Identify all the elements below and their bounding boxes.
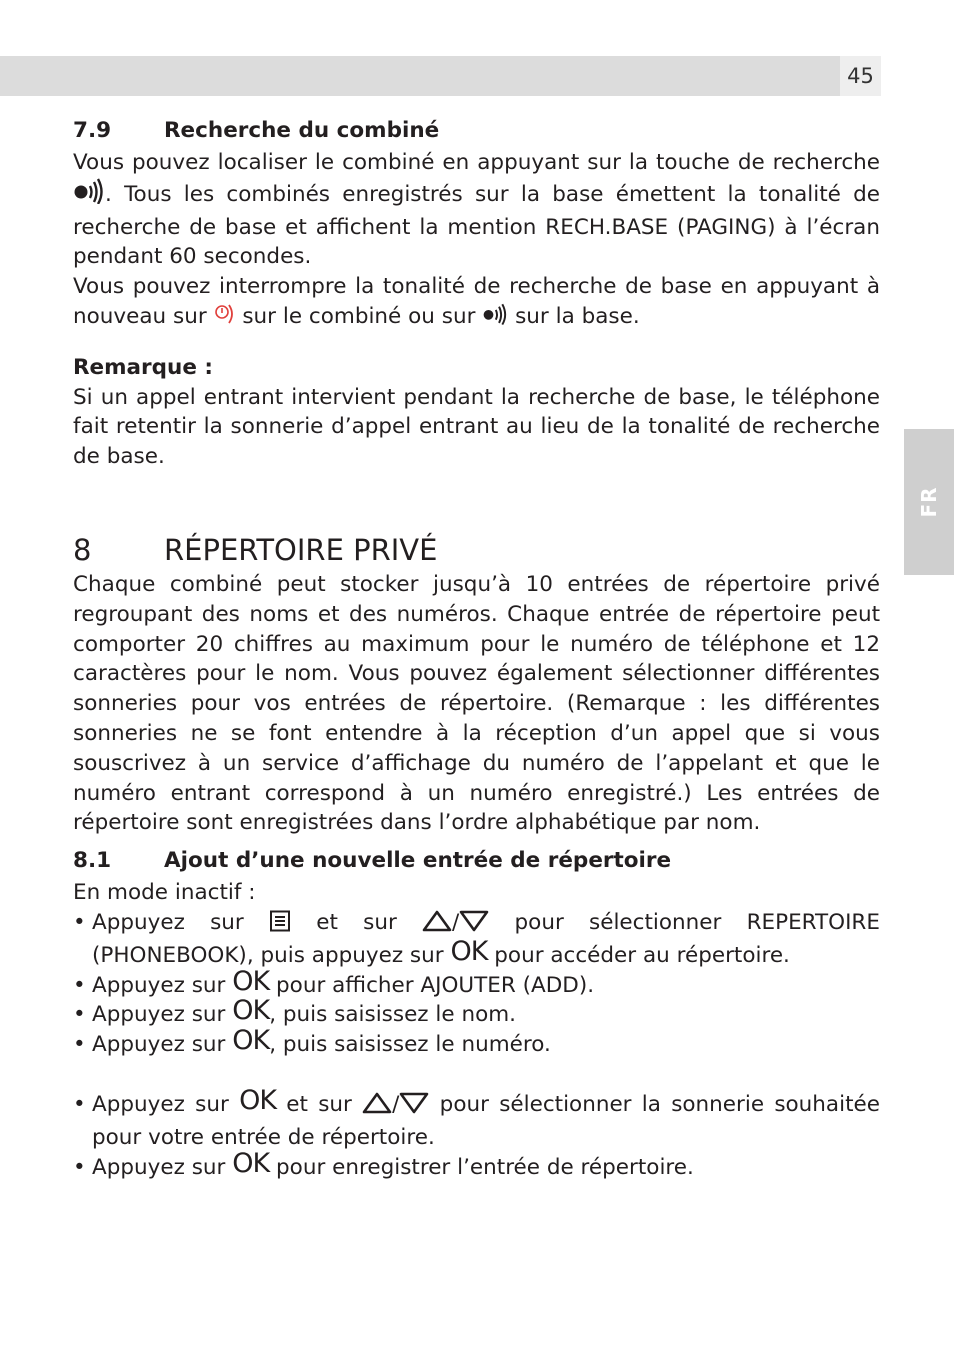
text: . Tous les combinés enregistrés sur la base émettent la tonalité de recherche de base et affichent la mention RECH.BASE (PAGING) à l’écran pendant 60 secondes. — [73, 181, 880, 270]
ok-key: OK — [232, 1025, 270, 1057]
list-item — [73, 908, 880, 971]
bullet: • — [73, 909, 86, 935]
ok-key: OK — [232, 995, 270, 1027]
text: pour afficher AJOUTER (ADD). — [276, 972, 595, 998]
language-tab — [904, 429, 954, 575]
text: Appuyez sur — [92, 1002, 226, 1028]
chapter-number: 8 — [73, 532, 92, 567]
ok-key: OK — [239, 1084, 277, 1116]
paragraph-paging — [73, 148, 880, 272]
text: pour enregistrer l’entrée de répertoire. — [276, 1154, 694, 1180]
text: pour sélectionner REPERTOIRE (PHONEBOOK), puis appuyez sur — [92, 909, 880, 968]
section-number: 7.9 — [73, 118, 112, 143]
text: Appuyez sur — [92, 1154, 226, 1180]
down-arrow-icon — [399, 1092, 429, 1123]
list-item — [73, 965, 880, 1001]
list-item — [73, 1025, 880, 1060]
page-number: 45 — [840, 56, 881, 96]
slash: / — [452, 909, 460, 935]
up-arrow-icon — [362, 1092, 392, 1123]
note-title: Remarque : — [73, 354, 214, 380]
section-heading-7-9 — [73, 114, 880, 148]
bullet: • — [73, 972, 86, 998]
menu-icon — [269, 910, 291, 941]
list-item — [73, 1084, 880, 1153]
language-tab-label: FR — [917, 486, 941, 518]
text: sur la base. — [515, 303, 640, 329]
text: , puis saisissez le nom. — [269, 1002, 517, 1028]
bullet: • — [73, 1154, 86, 1180]
ok-key: OK — [450, 935, 488, 967]
text: et sur — [286, 1091, 352, 1117]
text: sur le combiné ou sur — [242, 303, 476, 329]
list-item — [73, 995, 880, 1030]
ok-key: OK — [232, 1147, 270, 1179]
header-bar — [0, 56, 840, 96]
list-item — [73, 1147, 880, 1183]
text: Appuyez sur — [92, 1091, 229, 1117]
paging-icon — [73, 178, 105, 213]
paragraph-stop-paging — [73, 272, 880, 335]
section-title: Ajout d’une nouvelle entrée de répertoire — [164, 848, 672, 874]
text: pour accéder au répertoire. — [494, 942, 790, 968]
bullet: • — [73, 1002, 86, 1028]
up-arrow-icon — [422, 910, 452, 941]
bullet: • — [73, 1032, 86, 1058]
chapter-title: RÉPERTOIRE PRIVÉ — [164, 532, 438, 567]
text: Appuyez sur — [92, 1032, 226, 1058]
paragraph-phonebook: Chaque combiné peut stocker jusqu’à 10 entrées de répertoire privé regroupant des noms et des numéros. Chaque entrée de répertoire peut comporter 20 chiffres au maximum pour le numéro de téléphone et 12 caractères pour le nom. Vous pouvez également sélectionner différentes sonneries pour vos entrées de répertoire. (Remarque : les différentes sonneries ne se font entendre à la réception d’un appel que si vous souscrivez à un service d’affichage du numéro de l’appelant et que le numéro entrant correspond à un numéro enregistré.) Les entrées de répertoire sont enregistrées dans l’ordre alphabétique par nom. — [73, 571, 880, 836]
text: Vous pouvez interrompre la tonalité de recherche de base en appuyant à nouveau sur — [73, 274, 880, 329]
chapter-heading-8 — [73, 530, 880, 570]
text: Appuyez sur — [92, 909, 244, 935]
paging-icon — [482, 302, 508, 335]
text: pour sélectionner la sonnerie souhaitée pour votre entrée de répertoire. — [92, 1091, 880, 1150]
text: et sur — [316, 909, 397, 935]
page-content — [73, 114, 880, 1182]
intro-text: En mode inactif : — [73, 880, 256, 906]
section-number: 8.1 — [73, 848, 112, 874]
section-title: Recherche du combiné — [164, 118, 440, 143]
end-call-icon — [214, 302, 236, 335]
note-text: Si un appel entrant intervient pendant la recherche de base, le téléphone fait retentir la sonnerie d’appel entrant au lieu de la tonalité de recherche de base. — [73, 384, 880, 470]
text: Vous pouvez localiser le combiné en appuyant sur la touche de recherche — [73, 150, 880, 175]
ok-key: OK — [232, 965, 270, 997]
text: Appuyez sur — [92, 972, 226, 998]
section-heading-8-1 — [73, 844, 880, 878]
bullet: • — [73, 1091, 86, 1117]
text: , puis saisissez le numéro. — [269, 1032, 551, 1058]
slash: / — [392, 1091, 400, 1117]
